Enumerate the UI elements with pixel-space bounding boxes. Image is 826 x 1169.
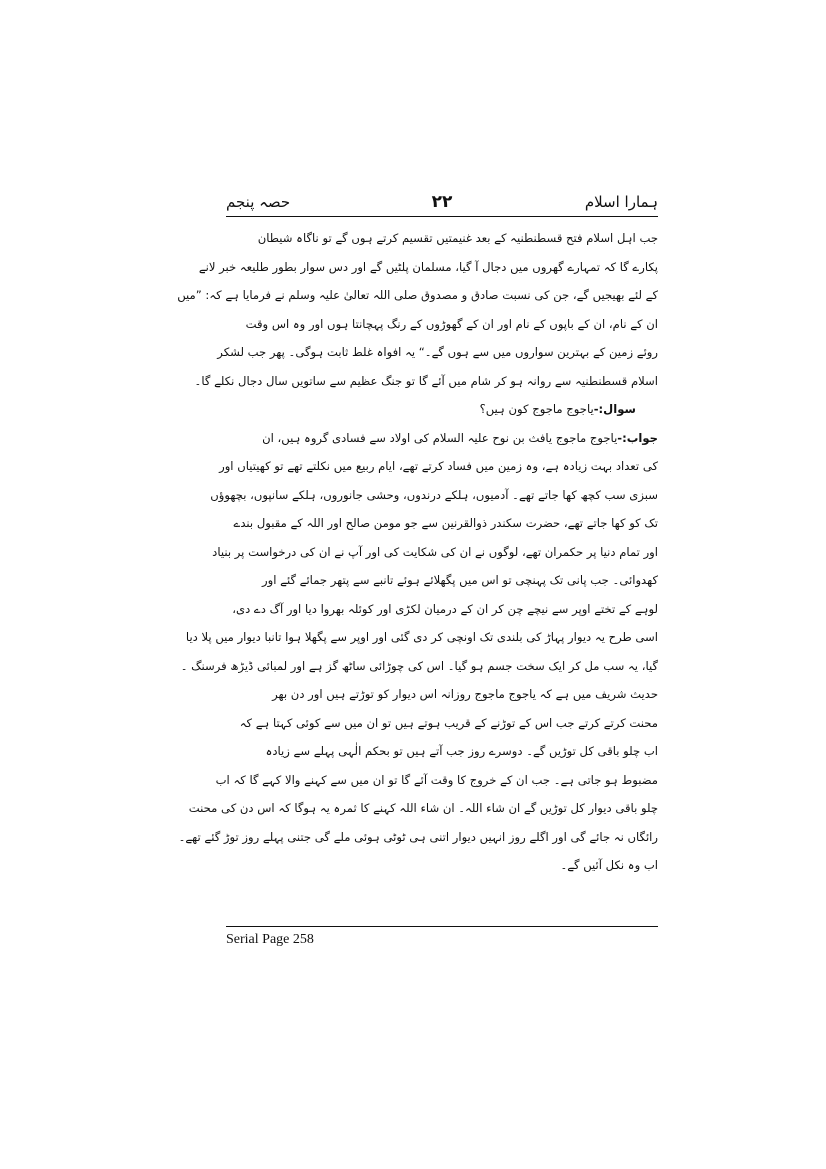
text-line: کھدوائی۔ جب پانی تک پہنچی تو اس میں پگھلائے ہوئے تانبے سے پتھر جمائے گئے اور bbox=[262, 573, 658, 587]
text-line: روئے زمین کے بہترین سواروں میں سے ہوں گے۔“ یہ افواہ غلط ثابت ہوگی۔ پھر جب لشکر bbox=[217, 345, 658, 359]
question-label: سوال:- bbox=[593, 402, 636, 416]
text-line: مضبوط ہو جاتی ہے۔ جب ان کے خروج کا وقت آئے گا تو ان میں سے کہنے والا کہے گا کہ اب bbox=[215, 772, 658, 787]
text-line: گیا، یہ سب مل کر ایک سخت جسم ہو گیا۔ اس کی چوڑائی ساٹھ گز ہے اور لمبائی ڈیڑھ فرسنگ ۔ bbox=[180, 658, 658, 673]
page-number: ۲۲ bbox=[431, 192, 453, 212]
text-line: اسی طرح یہ دیوار پہاڑ کی بلندی تک اونچی کر دی گئی اور اوپر سے پگھلا ہوا تانبا دیوار میں پلا دیا bbox=[185, 630, 658, 644]
section-title: حصہ پنجم bbox=[226, 193, 291, 211]
text-line: لوہے کے تختے اوپر سے نیچے چن کر ان کے درمیان لکڑی اور کوئلہ بھروا دیا اور آگ دے دی، bbox=[232, 601, 658, 616]
text-line: سبزی سب کچھ کھا جاتے تھے۔ آدمیوں، ہلکے درندوں، وحشی جانوروں، ہلکے سانپوں، بچھوؤں bbox=[210, 487, 658, 502]
text-line: محنت کرتے کرتے جب اس کے توڑنے کے قریب ہوتے ہیں تو ان میں سے کوئی کہتا ہے کہ bbox=[239, 715, 658, 730]
text-line: کے لئے بھیجیں گے، جن کی نسبت صادق و مصدوق صلی اللہ تعالیٰ علیہ وسلم نے فرمایا ہے کہ: ”میں bbox=[177, 288, 658, 302]
footer-rule bbox=[226, 926, 658, 927]
text-line: چلو باقی دیوار کل توڑیں گے ان شاء اللہ۔ ان شاء اللہ کہنے کا ثمرہ یہ ہوگا کہ اس دن کی محنت bbox=[188, 801, 658, 815]
answer-text: یاجوج ماجوج یافث بن نوح علیہ السلام کی اولاد سے فسادی گروہ ہیں، ان bbox=[262, 430, 618, 445]
answer-label: جواب:- bbox=[617, 430, 658, 445]
text-line: اسلام قسطنطنیہ سے روانہ ہو کر شام میں آئے گا تو جنگ عظیم سے ساتویں سال دجال نکلے گا۔ bbox=[194, 373, 658, 388]
question-line bbox=[226, 395, 658, 424]
body-text bbox=[177, 224, 658, 880]
text-line: اب وہ نکل آئیں گے۔ bbox=[560, 858, 658, 872]
text-line: جب اہل اسلام فتح قسطنطنیہ کے بعد غنیمتیں تقسیم کرتے ہوں گے تو ناگاہ شیطان bbox=[257, 231, 658, 245]
header-rule bbox=[226, 216, 658, 217]
text-line: اب چلو باقی کل توڑیں گے۔ دوسرے روز جب آتے ہیں تو بحکم الٰہی پہلے سے زیادہ bbox=[265, 744, 658, 758]
text-line: کی تعداد بہت زیادہ ہے، وہ زمین میں فساد کرتے تھے، ایام ربیع میں نکلتے تھے تو کھیتیاں اور bbox=[219, 459, 658, 473]
text-line: ان کے نام، ان کے باپوں کے نام اور ان کے گھوڑوں کے رنگ پہچانتا ہوں اور وہ اس وقت bbox=[245, 316, 658, 331]
text-line: حدیث شریف میں ہے کہ یاجوج ماجوج روزانہ اس دیوار کو توڑتے ہیں اور دن بھر bbox=[272, 687, 658, 701]
book-title: ہمارا اسلام bbox=[584, 193, 658, 211]
serial-page-label: Serial Page 258 bbox=[226, 932, 314, 947]
text-line: تک کو کھا جاتے تھے، حضرت سکندر ذوالقرنین سے جو مومن صالح اور اللہ کے مقبول بندے bbox=[233, 516, 658, 530]
text-line: پکارے گا کہ تمہارے گھروں میں دجال آ گیا، مسلمان پلٹیں گے اور دس سوار بطور طلیعہ خبر لانے bbox=[198, 259, 658, 274]
running-header bbox=[226, 190, 658, 216]
text-line: رائگاں نہ جائے گی اور اگلے روز انہیں دیوار اتنی ہی ٹوٹی ہوئی ملے گی جتنی پہلے روز توڑ گئے تھے۔ bbox=[178, 829, 658, 844]
text-line: اور تمام دنیا پر حکمران تھے، لوگوں نے ان کی شکایت کی اور آپ نے ان کی درخواست پر بنیاد bbox=[212, 544, 658, 559]
question-text: یاجوج ماجوج کون ہیں؟ bbox=[479, 402, 594, 416]
answer-line bbox=[226, 424, 658, 453]
